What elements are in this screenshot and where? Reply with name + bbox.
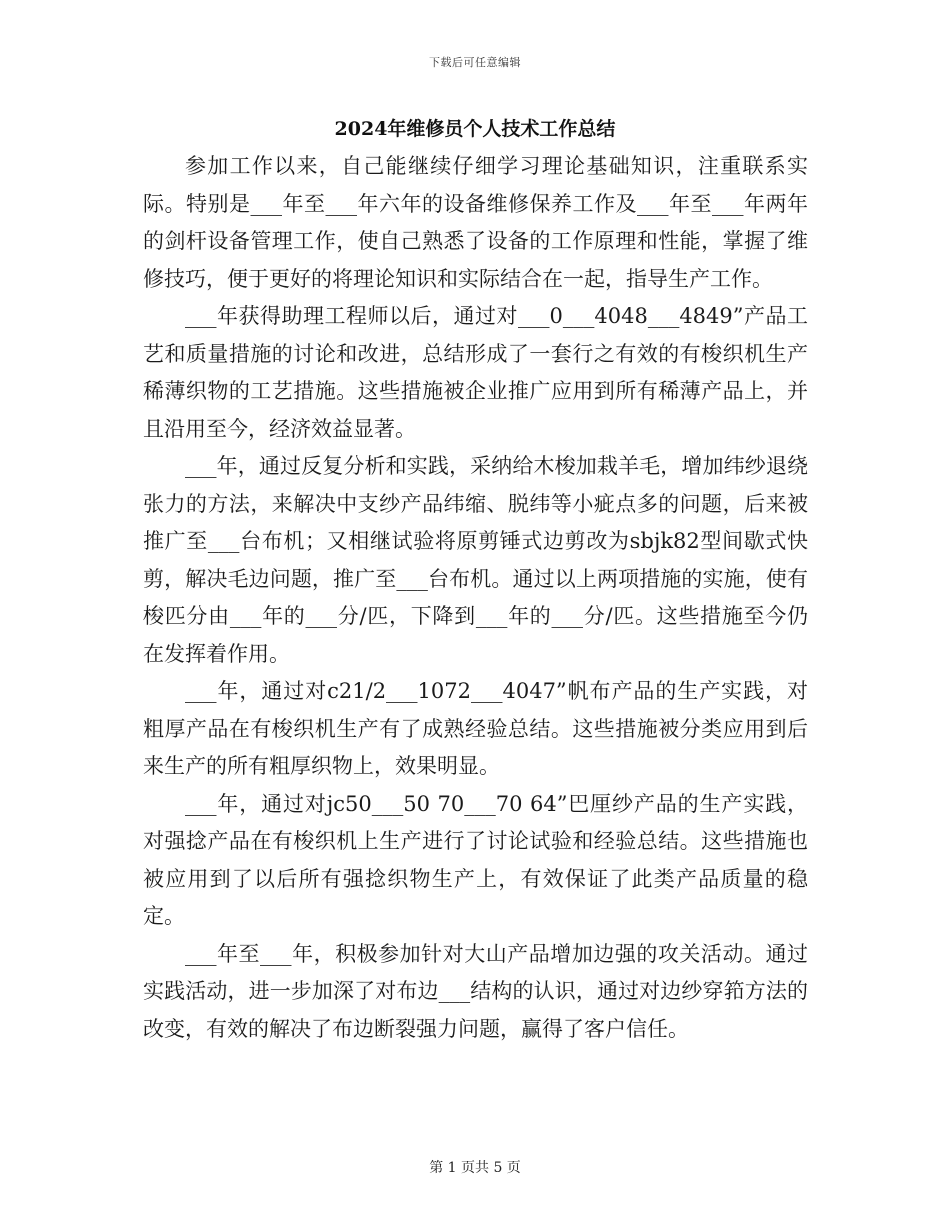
paragraph-3: ___年，通过反复分析和实践，采纳给木梭加栽羊毛，增加纬纱退绕张力的方法，来解决中支纱产品纬缩、脱纬等小疵点多的问题，后来被推广至___台布机；又相继试验将原剪锤式边剪改为sbjk82型间歇式快剪，解决毛边问题，推广至___台布机。通过以上两项措施的实施，使有梭匹分由___年的___分/匹，下降到___年的___分/匹。这些措施至今仍在发挥着作用。 (143, 454, 808, 666)
paragraph-5: ___年，通过对jc50___50 70___70 64”巴厘纱产品的生产实践，对强捻产品在有梭织机上生产进行了讨论试验和经验总结。这些措施也被应用到了以后所有强捻织物生产上，有效保证了此类产品质量的稳定。 (143, 791, 808, 928)
paragraph-1: 参加工作以来，自己能继续仔细学习理论基础知识，注重联系实际。特别是___年至___年六年的设备维修保养工作及___年至___年两年的剑杆设备管理工作，使自己熟悉了设备的工作原理和性能，掌握了维修技巧，便于更好的将理论知识和实际结合在一起，指导生产工作。 (143, 154, 808, 291)
page-header-note: 下载后可任意编辑 (429, 56, 521, 69)
document-title: 2024年维修员个人技术工作总结 (334, 118, 616, 140)
paragraph-6: ___年至___年，积极参加针对大山产品增加边强的攻关活动。通过实践活动，进一步加深了对布边___结构的认识，通过对边纱穿筘方法的改变，有效的解决了布边断裂强力问题，赢得了客户信任。 (143, 941, 808, 1041)
page-number-footer: 第 1 页共 5 页 (429, 1160, 521, 1176)
document-body (143, 148, 808, 1048)
paragraph-2: ___年获得助理工程师以后，通过对___0___4048___4849”产品工艺和质量措施的讨论和改进，总结形成了一套行之有效的有梭织机生产稀薄织物的工艺措施。这些措施被企业推广应用到所有稀薄产品上，并且沿用至今，经济效益显著。 (143, 304, 808, 441)
paragraph-4: ___年，通过对c21/2___1072___4047”帆布产品的生产实践，对粗厚产品在有梭织机生产有了成熟经验总结。这些措施被分类应用到后来生产的所有粗厚织物上，效果明显。 (143, 679, 808, 778)
